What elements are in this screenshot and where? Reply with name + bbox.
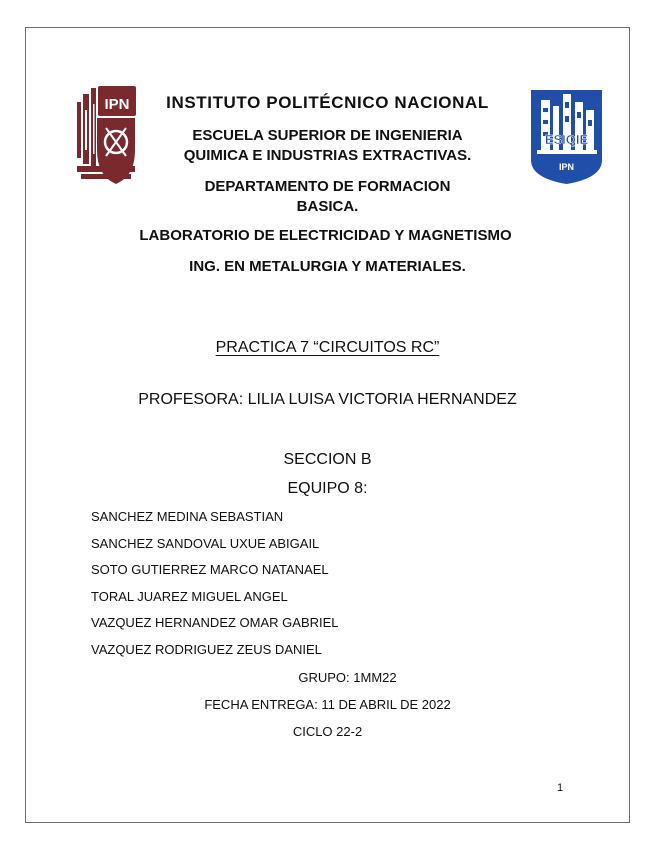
delivery-date: FECHA ENTREGA: 11 DE ABRIL DE 2022 — [204, 697, 451, 712]
group-label: GRUPO: 1MM22 — [298, 670, 397, 685]
school-line-2: QUIMICA E INDUSTRIAS EXTRACTIVAS. — [183, 147, 472, 164]
institution-title: INSTITUTO POLITÉCNICO NACIONAL — [166, 93, 489, 112]
section-label: SECCION B — [283, 451, 372, 468]
cycle-label: CICLO 22-2 — [292, 724, 363, 739]
program-name: ING. EN METALURGIA Y MATERIALES. — [189, 258, 466, 275]
laboratory-name: LABORATORIO DE ELECTRICIDAD Y MAGNETISMO — [139, 227, 512, 244]
svg-text:IPN: IPN — [104, 96, 130, 113]
team-label: EQUIPO 8: — [287, 480, 368, 497]
svg-text:IPN: IPN — [558, 162, 575, 172]
department-line-2: BASICA. — [296, 198, 359, 215]
svg-text:ESIQIE: ESIQIE — [544, 132, 589, 147]
member-item: SOTO GUTIERREZ MARCO NATANAEL — [91, 562, 329, 577]
member-item: VAZQUEZ RODRIGUEZ ZEUS DANIEL — [91, 641, 322, 657]
practice-title: PRACTICA 7 “CIRCUITOS RC” — [215, 339, 440, 356]
member-item: VAZQUEZ HERNANDEZ OMAR GABRIEL — [91, 615, 339, 630]
member-item: SANCHEZ SANDOVAL UXUE ABIGAIL — [91, 535, 320, 551]
professor-name: PROFESORA: LILIA LUISA VICTORIA HERNANDEZ — [138, 391, 517, 408]
page-number: 1 — [557, 782, 564, 794]
department-line-1: DEPARTAMENTO DE FORMACION — [204, 178, 451, 195]
member-item: TORAL JUAREZ MIGUEL ANGEL — [91, 588, 288, 604]
member-list — [91, 509, 339, 668]
school-name — [0, 126, 655, 166]
school-line-1: ESCUELA SUPERIOR DE INGENIERIA — [192, 127, 463, 144]
department-name — [0, 177, 655, 217]
member-item: SANCHEZ MEDINA SEBASTIAN — [91, 509, 284, 524]
